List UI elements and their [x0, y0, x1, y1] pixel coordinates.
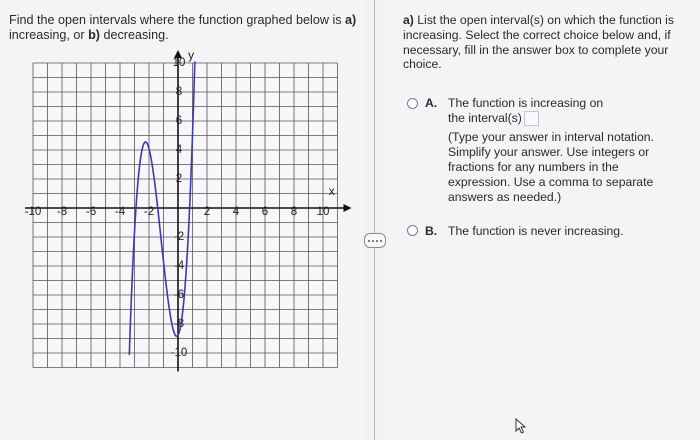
- x-axis-label: x: [328, 183, 335, 198]
- y-axis-label: y: [188, 48, 195, 62]
- choice-a-text: [448, 96, 678, 205]
- more-dots-icon[interactable]: [364, 233, 386, 248]
- y-tick-label: 8: [175, 86, 183, 99]
- x-tick-label: 8: [290, 206, 298, 219]
- pane-divider[interactable]: [374, 0, 375, 440]
- choice-b-text: The function is never increasing.: [448, 224, 624, 238]
- interval-answer-box[interactable]: [524, 111, 539, 126]
- x-tick-label: -2: [143, 206, 155, 219]
- y-tick-label: -2: [173, 231, 185, 244]
- x-tick-label: 6: [261, 206, 269, 219]
- y-tick-label: 2: [175, 173, 183, 186]
- radio-choice-a[interactable]: [407, 98, 418, 109]
- choice-a-letter: A.: [425, 96, 438, 110]
- y-tick-label: -8: [173, 318, 185, 331]
- x-tick-label: 10: [316, 206, 330, 219]
- y-tick-label: 10: [172, 57, 186, 70]
- x-tick-label: -8: [56, 206, 68, 219]
- x-tick-label: -10: [24, 206, 42, 219]
- graph-svg: [20, 48, 360, 378]
- y-tick-label: -10: [170, 347, 188, 360]
- choice-a-line2: the interval(s): [448, 111, 522, 125]
- x-tick-label: -4: [114, 206, 126, 219]
- x-tick-label: 2: [203, 206, 211, 219]
- instructions: a) List the open interval(s) on which the function is increasing. Select the correct choice below and, if necessary, fill in the answer box to complete your choice.: [403, 13, 674, 72]
- function-graph: [20, 48, 360, 383]
- question-text: Find the open intervals where the function graphed below is a) increasing, or b) decreasing.: [9, 13, 357, 42]
- mouse-pointer-icon: [515, 418, 527, 434]
- y-tick-label: -6: [173, 289, 185, 302]
- x-tick-label: -6: [85, 206, 97, 219]
- y-tick-label: 6: [175, 115, 183, 128]
- y-tick-label: -4: [173, 260, 185, 273]
- y-tick-label: 4: [175, 144, 183, 157]
- radio-choice-b[interactable]: [407, 225, 418, 236]
- x-axis-arrow-icon: [344, 204, 352, 212]
- choice-a-line1: The function is increasing on: [448, 96, 604, 110]
- x-tick-label: 4: [232, 206, 240, 219]
- choice-b-letter: B.: [425, 224, 438, 238]
- choice-a-note: (Type your answer in interval notation. Simplify your answer. Use integers or fractions for any numbers in the expression. Use a comma to separate answers as needed.): [448, 130, 654, 205]
